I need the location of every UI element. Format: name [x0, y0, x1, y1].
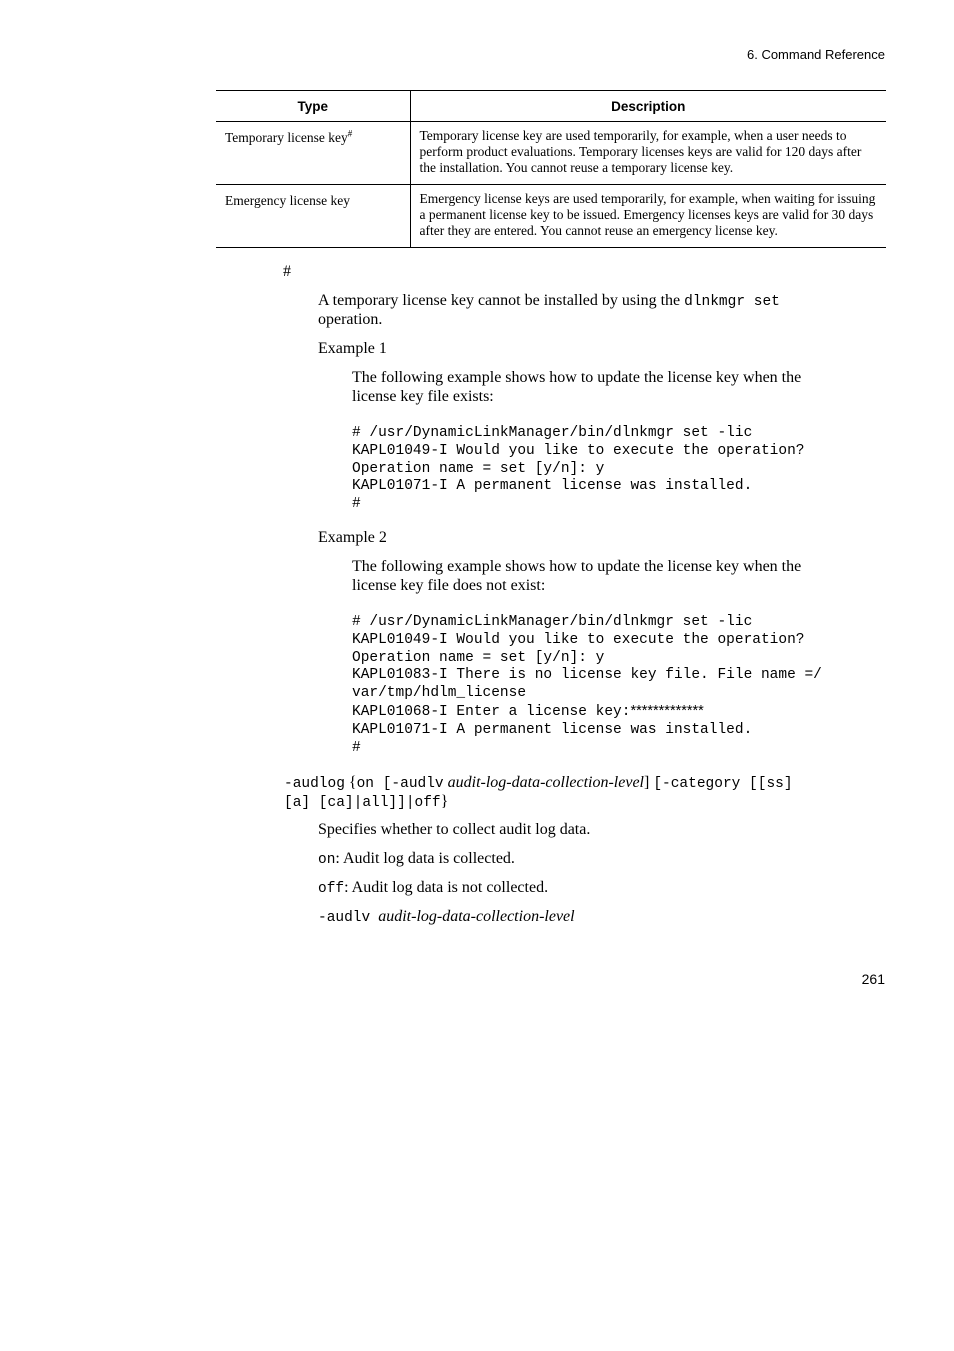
example2-intro-line1: The following example shows how to update the license key when the — [352, 558, 802, 575]
example1-code — [352, 425, 804, 514]
example1-intro-line2: license key file exists: — [352, 388, 494, 405]
audlog-off-line — [318, 878, 548, 899]
value-on-text: : Audit log data is collected. — [335, 850, 515, 867]
footnote-text: A temporary license key cannot be installed by using the — [318, 292, 681, 309]
syntax-brace-close: } — [440, 793, 449, 810]
license-key-mask: ************* — [630, 702, 704, 719]
running-header: 6. Command Reference — [746, 47, 885, 62]
audlog-syntax-line1 — [284, 773, 793, 794]
description-cell: Temporary license key are used temporarily, for example, when a user needs to perform product evaluations. Temporary licenses keys are valid for 120 days after the installation. You cannot reuse a temporary license key. — [410, 122, 886, 185]
code-line: # — [352, 496, 361, 513]
syntax-bracket-close: ] — [644, 774, 650, 791]
code-line: KAPL01071-I A permanent license was installed. — [352, 478, 753, 495]
code-line: # /usr/DynamicLinkManager/bin/dlnkmgr set -lic — [352, 425, 753, 441]
example2-intro-line2: license key file does not exist: — [352, 577, 546, 594]
footnote-text-line2: operation. — [318, 311, 383, 328]
syntax-category-part: [-category [[ss] — [653, 776, 793, 792]
example1-intro-line1: The following example shows how to update the license key when the — [352, 369, 802, 386]
audlog-option: -audlog — [284, 776, 345, 792]
type-cell — [216, 185, 410, 248]
example1-title: Example 1 — [318, 340, 387, 357]
type-text: Temporary license key — [225, 130, 348, 145]
column-header-description: Description — [410, 91, 886, 122]
syntax-brace-open: { — [348, 774, 357, 791]
command-name: dlnkmgr set — [684, 294, 780, 310]
audlv-option: -audlv — [318, 910, 371, 926]
code-line: var/tmp/hdlm_license — [352, 685, 527, 702]
value-off: off — [318, 881, 345, 897]
syntax-category-values: [a] [ca]|all]]|off — [284, 795, 441, 811]
code-line: KAPL01049-I Would you like to execute the operation? — [352, 442, 805, 459]
code-line: Operation name = set [y/n]: y — [352, 649, 605, 666]
value-off-text: : Audit log data is not collected. — [344, 879, 549, 896]
description-cell: Emergency license keys are used temporarily, for example, when waiting for issuing a permanent license key to be issued. Emergency licenses keys are valid for 30 days after they are entered. You cannot reuse an emergency license key. — [410, 185, 886, 248]
type-cell — [216, 122, 410, 185]
code-line: KAPL01083-I There is no license key file. File name =/ — [352, 667, 822, 684]
code-line: # — [352, 739, 361, 756]
footnote-mark: # — [347, 128, 353, 139]
example2-code — [352, 614, 822, 757]
table-row — [216, 185, 886, 248]
footnote-text-line1 — [318, 291, 780, 312]
audlog-syntax-line2 — [284, 792, 448, 813]
example2-title: Example 2 — [318, 529, 387, 546]
table-header-row — [216, 91, 886, 122]
column-header-type: Type — [216, 91, 410, 122]
table-row — [216, 122, 886, 185]
value-on: on — [318, 852, 336, 868]
audlog-description: Specifies whether to collect audit log data. — [318, 821, 591, 838]
audlv-argument: audit-log-data-collection-level — [378, 908, 575, 925]
audlog-on-line — [318, 849, 515, 870]
type-text: Emergency license key — [225, 193, 350, 208]
audlv-heading — [318, 907, 575, 928]
page-number: 261 — [861, 971, 885, 987]
footnote-label: # — [283, 263, 291, 280]
audlv-argument: audit-log-data-collection-level — [447, 774, 644, 791]
syntax-on-part: on [-audlv — [356, 776, 444, 792]
code-line: KAPL01049-I Would you like to execute the operation? — [352, 631, 805, 648]
code-line: KAPL01071-I A permanent license was installed. — [352, 721, 753, 738]
license-type-table — [216, 90, 886, 248]
code-line: # /usr/DynamicLinkManager/bin/dlnkmgr set -lic — [352, 614, 753, 630]
code-line: Operation name = set [y/n]: y — [352, 460, 605, 477]
code-line: KAPL01068-I Enter a license key: — [352, 703, 631, 720]
